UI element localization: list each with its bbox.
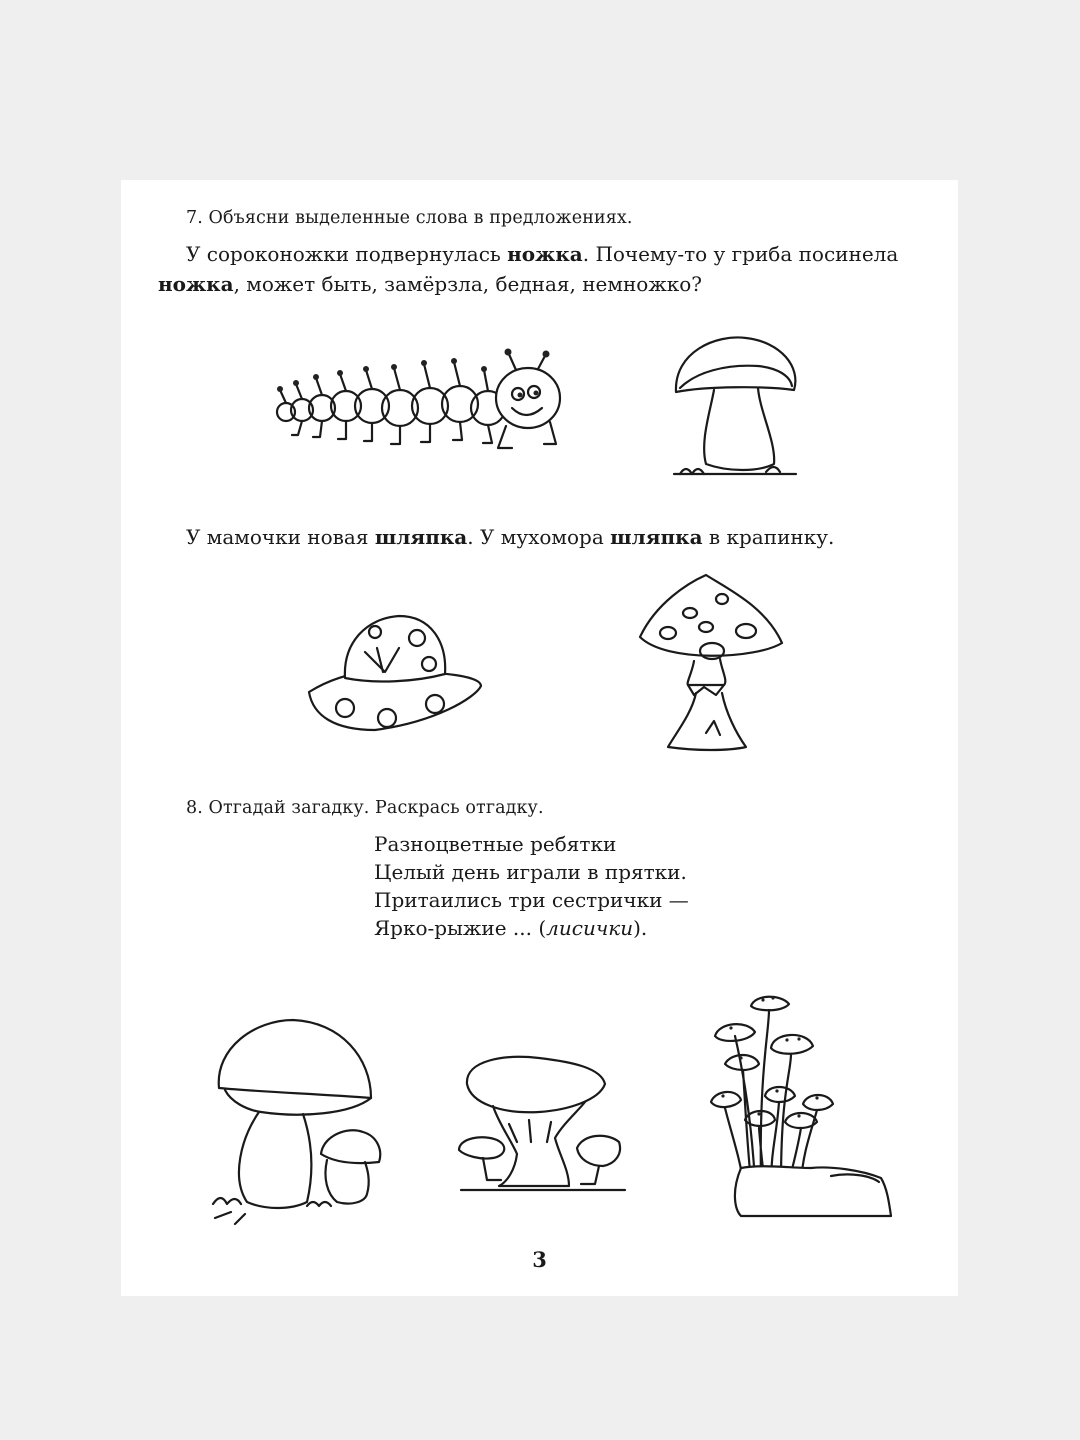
workbook-page bbox=[121, 180, 958, 1296]
sentence-1-line-1 bbox=[186, 242, 898, 266]
sentence-1-text: . Почему-то у гриба посинела bbox=[582, 242, 899, 266]
sentence-2-text: . У мухомора bbox=[467, 525, 611, 549]
highlighted-word-nozhka-1: ножка bbox=[507, 242, 583, 266]
riddle-answer: лисички bbox=[546, 916, 634, 940]
task-8-heading: 8. Отгадай загадку. Раскрась отгадку. bbox=[186, 798, 544, 818]
task-7-heading: 7. Объясни выделенные слова в предложениях. bbox=[186, 208, 633, 228]
riddle-line-4-suffix: ). bbox=[633, 916, 648, 940]
boletus-pair-illustration bbox=[211, 1018, 391, 1228]
porcini-mushroom-illustration bbox=[666, 332, 806, 482]
riddle-line-1: Разноцветные ребятки bbox=[374, 832, 617, 856]
riddle-line-3: Притаились три сестрички — bbox=[374, 888, 689, 912]
honey-fungus-cluster-illustration bbox=[711, 992, 901, 1222]
sentence-1-text: , может быть, замёрзла, бедная, немножко? bbox=[233, 272, 702, 296]
sentence-1-line-2 bbox=[158, 272, 702, 296]
highlighted-word-shlyapka-1: шляпка bbox=[374, 525, 468, 549]
sentence-2-text: в крапинку. bbox=[702, 525, 835, 549]
highlighted-word-nozhka-2: ножка bbox=[158, 272, 234, 296]
sentence-2 bbox=[186, 525, 834, 549]
chanterelles-illustration bbox=[459, 1054, 629, 1204]
highlighted-word-shlyapka-2: шляпка bbox=[610, 525, 703, 549]
centipede-illustration bbox=[266, 350, 576, 470]
riddle-poem bbox=[374, 830, 689, 942]
riddle-line-2: Целый день играли в прятки. bbox=[374, 860, 687, 884]
page-number: 3 bbox=[532, 1247, 547, 1272]
riddle-line-4-prefix: Ярко-рыжие ... ( bbox=[374, 916, 547, 940]
riddle-line-4 bbox=[374, 914, 689, 942]
sun-hat-illustration bbox=[305, 612, 485, 732]
sentence-1-text: У сороконожки подвернулась bbox=[186, 242, 508, 266]
sentence-2-text: У мамочки новая bbox=[186, 525, 375, 549]
fly-agaric-illustration bbox=[636, 573, 786, 763]
